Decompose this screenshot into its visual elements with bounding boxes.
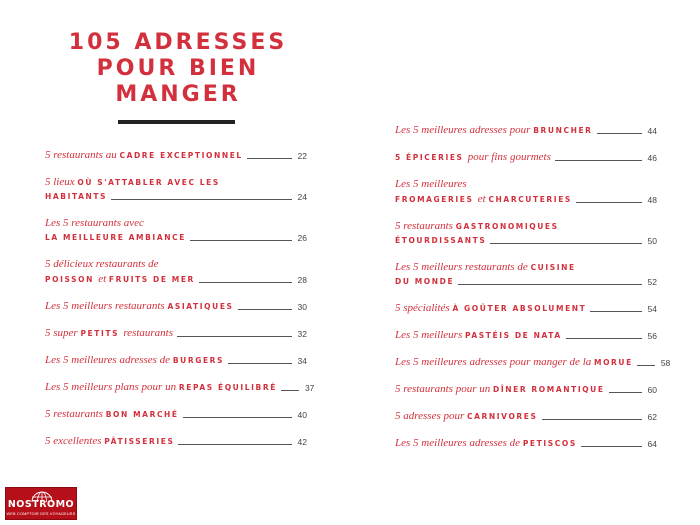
toc-entry-line [45,299,307,314]
toc-entry-line [395,409,657,424]
entry-keyword: ASIATIQUES [167,302,234,311]
toc-entry-line [395,150,657,165]
entry-phrase: 5 excellentes [45,435,105,447]
page-number: 30 [297,302,307,312]
entry-keyword: MORUE [594,358,633,367]
leader-line [281,390,299,391]
entry-keyword: CUISINE [530,263,576,272]
toc-entry-text [45,299,234,314]
toc-entry-line [45,380,315,395]
toc-entry-line [45,148,307,163]
toc-entry-line [395,192,657,207]
toc-entry-text [45,175,220,190]
toc-entry-line [45,190,307,204]
toc-entry[interactable] [45,407,307,422]
entry-keyword: CHARCUTERIES [488,195,572,204]
toc-column-left [45,148,315,461]
leader-line [183,417,292,418]
entry-phrase: Les 5 meilleurs plans pour un [45,381,179,393]
entry-keyword: PÂTISSERIES [104,437,175,446]
entry-phrase: 5 délicieux restaurants de [45,258,159,270]
entry-keyword: À GOÛTER ABSOLUMENT [452,304,587,313]
page-number: 60 [647,385,657,395]
toc-entry-line [45,407,307,422]
entry-keyword: CARNIVORES [467,412,538,421]
toc-entry-text [395,234,486,248]
page-number: 64 [647,439,657,449]
page-number: 22 [297,151,307,161]
toc-entry-line [45,231,307,245]
page-number: 34 [297,356,307,366]
toc-entry-line [395,301,657,316]
leader-line [637,365,655,366]
entry-keyword: GASTRONOMIQUES [455,222,559,231]
entry-keyword: BRUNCHER [533,126,593,135]
entry-keyword: BON MARCHÉ [105,410,179,419]
page-number: 42 [297,437,307,447]
toc-entry-text [395,150,551,165]
entry-keyword: BURGERS [172,356,225,365]
entry-phrase: Les 5 restaurants avec [45,217,144,229]
entry-phrase: 5 restaurants pour un [395,383,493,395]
entry-phrase: 5 super [45,327,81,339]
leader-line [490,243,641,244]
leader-line [576,202,642,203]
toc-entry-line [45,216,307,231]
toc-entry-text [45,353,224,368]
leader-line [566,338,642,339]
leader-line [581,446,642,447]
entry-phrase: Les 5 meilleures adresses de [45,354,173,366]
entry-phrase: et [477,193,489,205]
page-number: 32 [297,329,307,339]
toc-entry-line [395,328,657,343]
toc-entry-text [45,148,243,163]
page-number: 28 [297,275,307,285]
toc-entry[interactable] [45,380,315,395]
entry-keyword: PASTÉIS DE NATA [464,331,562,340]
toc-entry-text [45,434,174,449]
entry-phrase: Les 5 meilleurs restaurants [45,300,168,312]
leader-line [199,282,292,283]
leader-line [542,419,642,420]
entry-keyword: DU MONDE [395,277,455,286]
entry-keyword: LA MEILLEURE AMBIANCE [45,233,186,242]
entry-phrase: 5 restaurants au [45,149,120,161]
entry-phrase: Les 5 meilleures adresses de [395,437,523,449]
title-line: POUR BIEN [96,56,260,81]
toc-entry-line [395,219,657,234]
page-number: 56 [647,331,657,341]
entry-phrase: 5 spécialités [395,302,453,314]
toc-entry[interactable] [395,328,657,343]
toc-entry-text [395,409,538,424]
toc-entry-text [45,380,277,395]
leader-line [177,336,292,337]
toc-entry[interactable] [395,219,657,248]
toc-entry-line [395,355,671,370]
page-number: 37 [304,383,315,393]
page-number: 62 [647,412,657,422]
toc-entry-text [395,355,633,370]
entry-phrase: 5 lieux [45,176,78,188]
toc-entry[interactable] [45,175,307,204]
toc-entry-text [45,190,107,204]
entry-keyword: CADRE EXCEPTIONNEL [119,151,243,160]
toc-entry[interactable] [395,301,657,316]
toc-entry[interactable] [395,150,657,165]
toc-entry[interactable] [45,148,307,163]
toc-entry-text [45,326,173,341]
leader-line [190,240,292,241]
toc-entry[interactable] [45,434,307,449]
toc-entry[interactable] [395,409,657,424]
toc-entry[interactable] [45,326,307,341]
entry-phrase: 5 restaurants [45,408,106,420]
toc-entry-line [395,177,657,192]
page-number: 44 [647,126,657,136]
leader-line [590,311,641,312]
entry-phrase: Les 5 meilleures adresses pour [395,124,534,136]
logo-brand: NOSTROMO [7,499,75,510]
toc-entry-text [45,272,195,287]
toc-entry-text [395,436,577,451]
page-number: 54 [647,304,657,314]
toc-entry[interactable] [395,123,657,138]
entry-phrase: Les 5 meilleures adresses pour manger de la [395,356,594,368]
toc-entry[interactable] [395,260,657,289]
entry-phrase: 5 adresses pour [395,410,468,422]
entry-keyword: DÎNER ROMANTIQUE [493,385,605,394]
title-underline [118,120,235,124]
entry-phrase: Les 5 meilleurs [395,329,465,341]
toc-entry[interactable] [45,299,307,314]
page-number: 26 [297,233,307,243]
title-line: MANGER [115,82,241,107]
toc-entry-text [395,123,593,138]
toc-entry[interactable] [395,382,657,397]
leader-line [247,158,292,159]
toc-entry-text [395,177,467,192]
nostromo-logo [5,487,77,520]
page-number: 50 [647,236,657,246]
page-number: 48 [647,195,657,205]
entry-phrase: Les 5 meilleures [395,178,467,190]
entry-keyword: HABITANTS [45,192,108,201]
toc-entry-line [395,382,657,397]
entry-phrase: et [98,273,109,285]
toc-entry-line [45,175,307,190]
entry-phrase: pour fins gourmets [467,151,551,163]
toc-entry-text [395,275,454,289]
leader-line [609,392,642,393]
toc-entry-text [395,192,572,207]
entry-keyword: PETISCOS [522,439,577,448]
toc-entry-text [45,407,179,422]
toc-entry-line [45,326,307,341]
toc-entry-line [395,123,657,138]
page-title [60,30,296,108]
leader-line [458,284,641,285]
entry-phrase: 5 restaurants [395,220,456,232]
toc-entry-line [45,434,307,449]
toc-entry-text [45,216,144,231]
entry-keyword: 5 ÉPICERIES [395,153,468,162]
entry-keyword: POISSON [45,275,99,284]
leader-line [597,133,642,134]
entry-keyword: PETITS [80,329,124,338]
toc-entry-line [395,234,657,248]
toc-entry-line [45,272,307,287]
leader-line [555,160,642,161]
toc-entry-line [395,436,657,451]
toc-entry-text [45,257,159,272]
entry-keyword: OÙ S'ATTABLER AVEC LES [77,178,220,187]
toc-entry-text [395,219,559,234]
toc-entry-text [395,328,562,343]
leader-line [238,309,292,310]
leader-line [178,444,291,445]
toc-entry[interactable] [395,355,671,370]
page-number: 40 [297,410,307,420]
logo-tagline: WEB COMPTOIR DES VOYAGEURS [6,512,76,516]
toc-entry[interactable] [45,257,307,287]
page-number: 46 [647,153,657,163]
entry-keyword: FRUITS DE MER [108,275,195,284]
toc-entry-text [395,260,576,275]
title-line: 105 ADRESSES [68,30,288,55]
toc-column-right [395,123,671,463]
toc-entry[interactable] [45,216,307,245]
toc-entry-line [395,260,657,275]
page-number: 58 [660,358,671,368]
toc-entry[interactable] [45,353,307,368]
entry-keyword: REPAS ÉQUILIBRÉ [178,383,277,392]
leader-line [228,363,291,364]
leader-line [111,199,291,200]
toc-entry[interactable] [395,177,657,207]
entry-phrase: Les 5 meilleurs restaurants de [395,261,531,273]
toc-entry-line [395,275,657,289]
toc-entry-line [45,257,307,272]
entry-keyword: ÉTOURDISSANTS [395,236,487,245]
toc-entry-text [395,382,605,397]
entry-keyword: FROMAGERIES [395,195,478,204]
page-number: 24 [297,192,307,202]
toc-entry-line [45,353,307,368]
toc-entry-text [395,301,586,316]
toc-entry-text [45,231,186,245]
page-number: 52 [647,277,657,287]
toc-entry[interactable] [395,436,657,451]
entry-phrase: restaurants [123,327,174,339]
